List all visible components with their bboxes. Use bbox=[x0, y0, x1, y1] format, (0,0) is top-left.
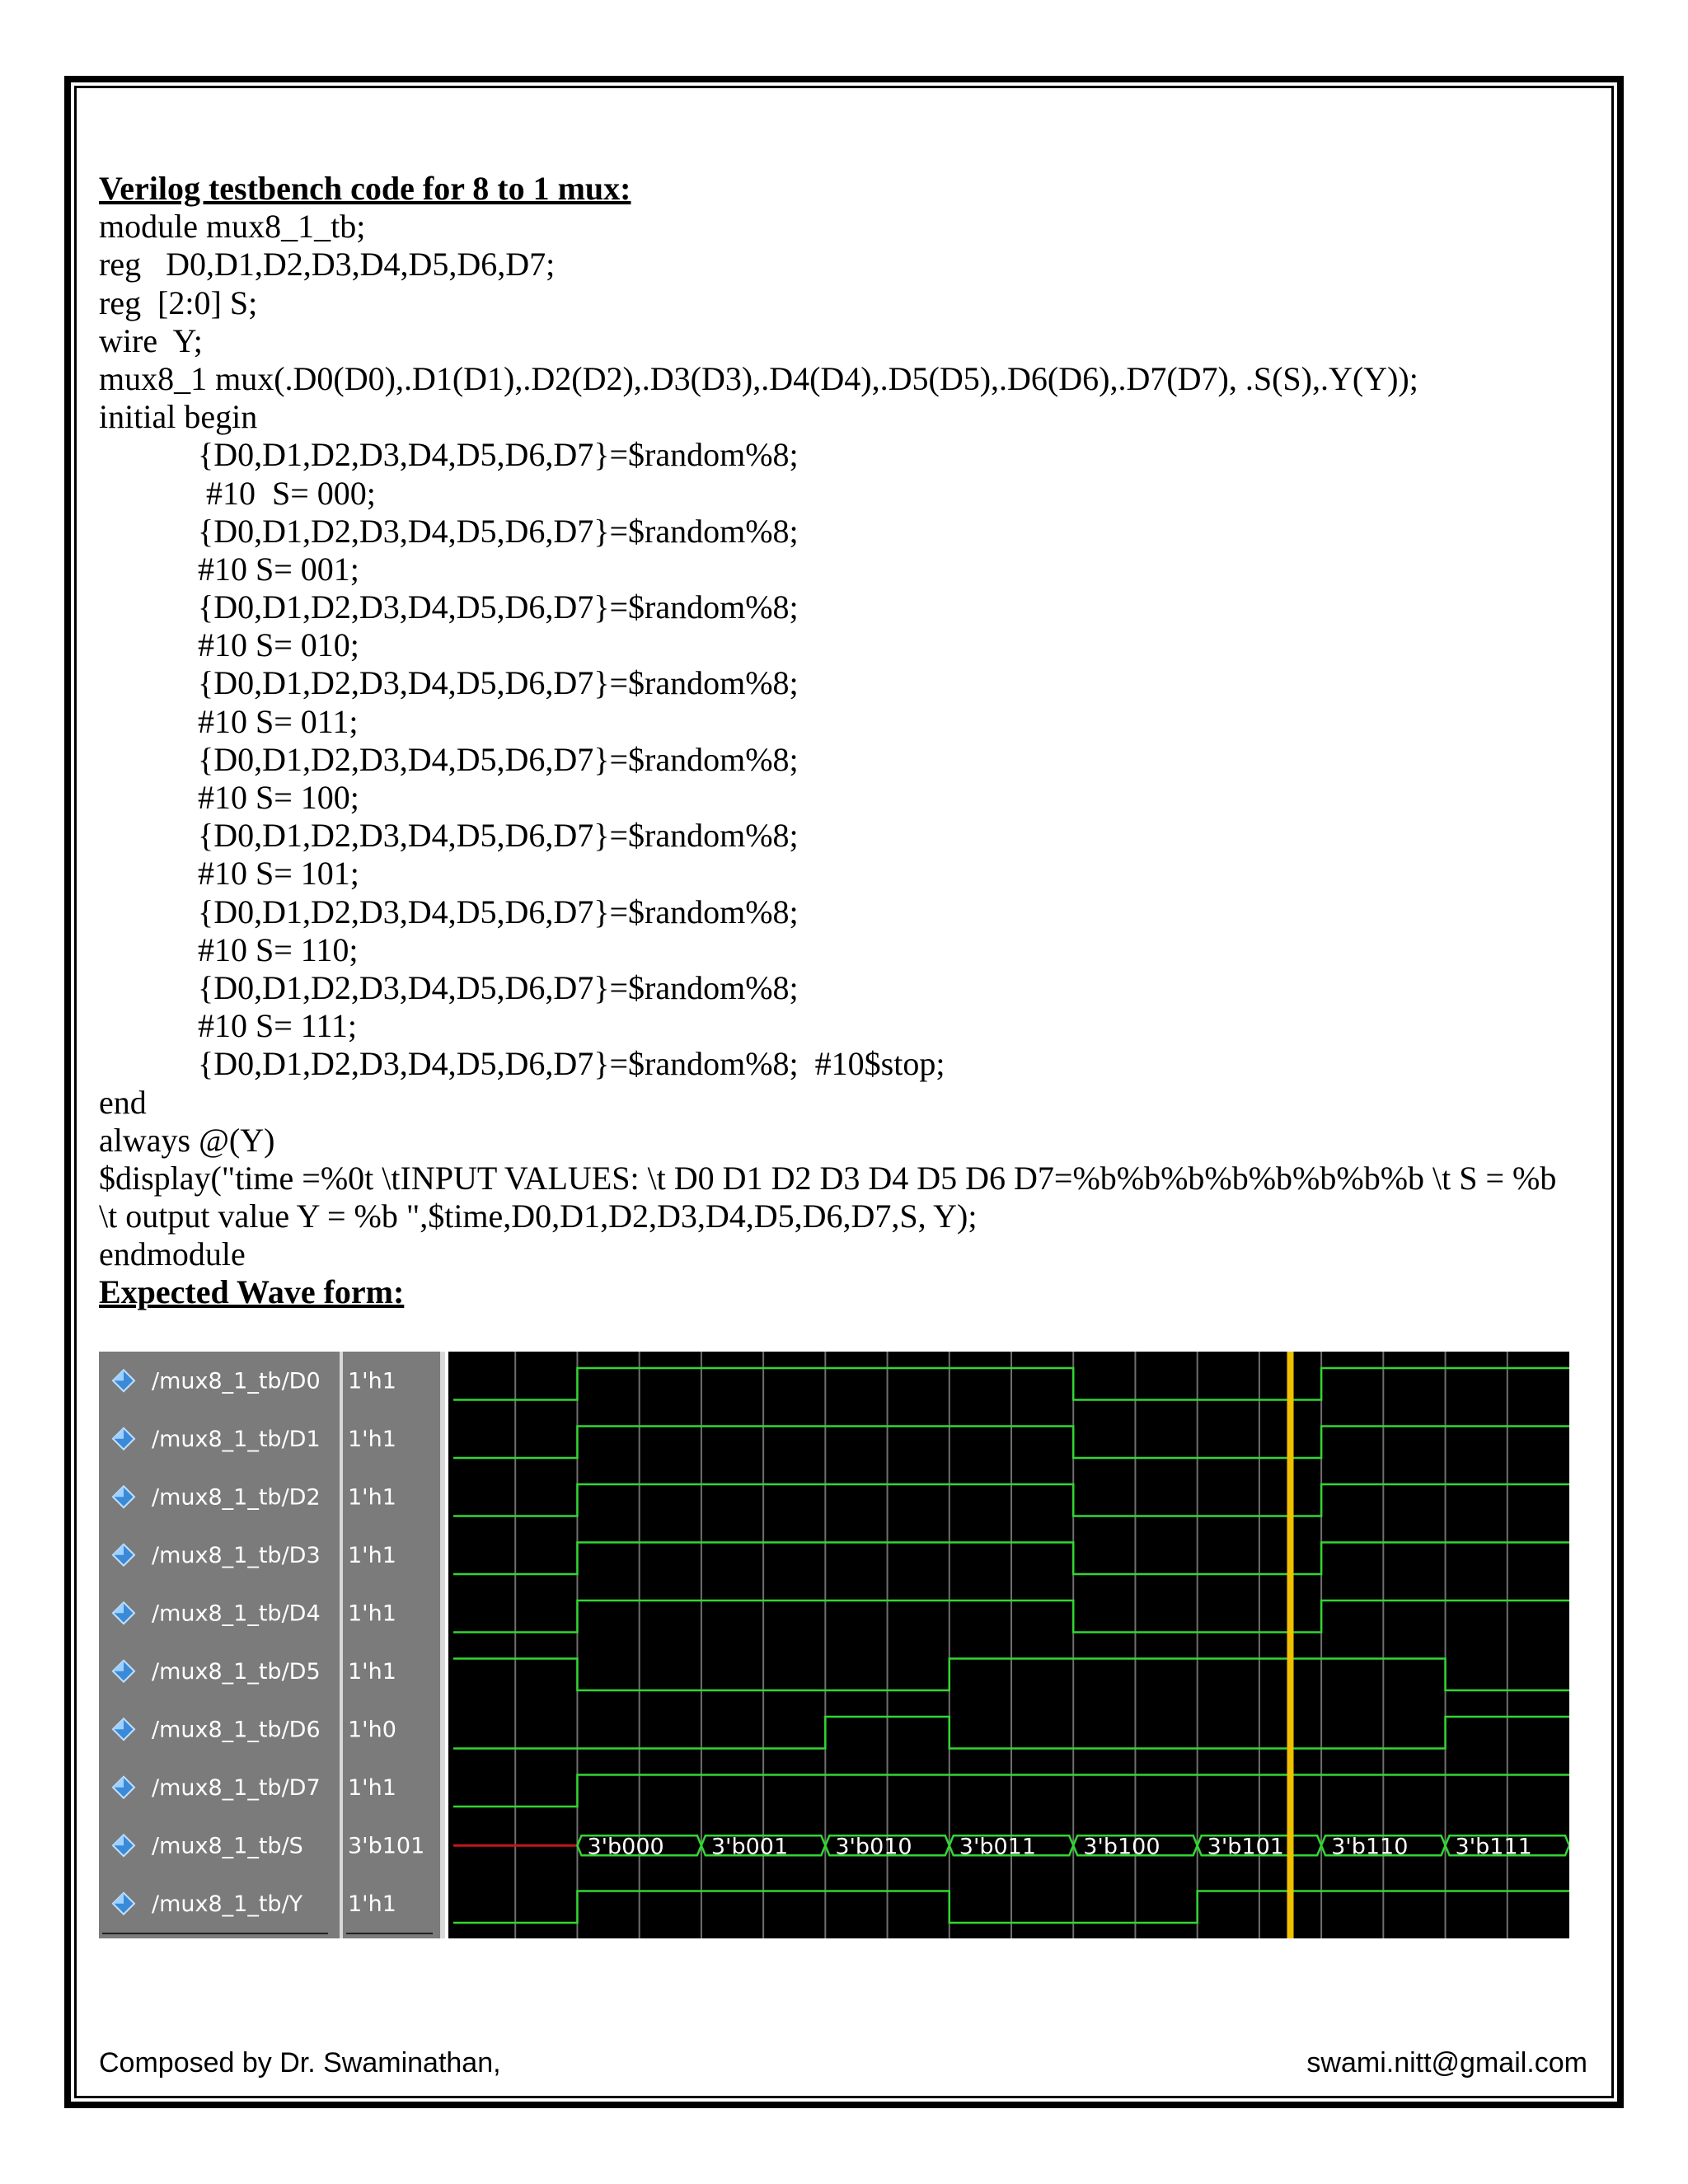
code-line: {D0,D1,D2,D3,D4,D5,D6,D7}=$random%8; #10$stop; bbox=[99, 1045, 945, 1083]
bus-segment-label: 3'b011 bbox=[959, 1834, 1037, 1860]
signal-value: 3'b101 bbox=[348, 1833, 425, 1859]
code-line: {D0,D1,D2,D3,D4,D5,D6,D7}=$random%8; bbox=[99, 968, 799, 1006]
signal-value: 1'h1 bbox=[348, 1601, 396, 1627]
bus-segment-label: 3'b001 bbox=[710, 1834, 789, 1860]
signal-name: /mux8_1_tb/D3 bbox=[152, 1542, 321, 1568]
signal-value: 1'h1 bbox=[348, 1774, 396, 1801]
signal-value: 1'h1 bbox=[348, 1368, 396, 1394]
code-line: #10 S= 111; bbox=[99, 1007, 357, 1045]
code-line: reg D0,D1,D2,D3,D4,D5,D6,D7; bbox=[99, 246, 556, 284]
signal-value: 1'h0 bbox=[348, 1717, 396, 1743]
code-line: {D0,D1,D2,D3,D4,D5,D6,D7}=$random%8; bbox=[99, 817, 799, 855]
code-line: {D0,D1,D2,D3,D4,D5,D6,D7}=$random%8; bbox=[99, 436, 799, 474]
signal-name: /mux8_1_tb/D4 bbox=[152, 1601, 321, 1627]
code-line: {D0,D1,D2,D3,D4,D5,D6,D7}=$random%8; bbox=[99, 893, 799, 930]
signal-name: /mux8_1_tb/Y bbox=[152, 1891, 303, 1917]
bus-segment-label: 3'b000 bbox=[587, 1834, 664, 1860]
signal-name: /mux8_1_tb/D6 bbox=[152, 1717, 321, 1743]
code-line: #10 S= 110; bbox=[99, 930, 359, 968]
bus-segment-label: 3'b110 bbox=[1331, 1834, 1409, 1860]
code-line: module mux8_1_tb; bbox=[99, 208, 366, 246]
document-body bbox=[99, 170, 1582, 1312]
signal-name: /mux8_1_tb/D5 bbox=[152, 1658, 321, 1685]
code-line: {D0,D1,D2,D3,D4,D5,D6,D7}=$random%8; bbox=[99, 512, 799, 550]
code-line: #10 S= 001; bbox=[99, 550, 359, 588]
code-line: #10 S= 101; bbox=[99, 855, 359, 893]
signal-name: /mux8_1_tb/D2 bbox=[152, 1484, 321, 1511]
code-line: mux8_1 mux(.D0(D0),.D1(D1),.D2(D2),.D3(D3),.D4(D4),.D5(D5),.D6(D6),.D7(D7), .S(S),.Y(Y)); bbox=[99, 359, 1418, 397]
signal-value: 1'h1 bbox=[348, 1891, 396, 1917]
code-line: {D0,D1,D2,D3,D4,D5,D6,D7}=$random%8; bbox=[99, 740, 799, 778]
footer-author: Composed by Dr. Swaminathan, bbox=[99, 2047, 501, 2079]
code-line: #10 S= 011; bbox=[99, 702, 359, 740]
section-title: Verilog testbench code for 8 to 1 mux: bbox=[99, 170, 631, 207]
code-line: {D0,D1,D2,D3,D4,D5,D6,D7}=$random%8; bbox=[99, 664, 799, 702]
code-line: initial begin bbox=[99, 398, 258, 436]
time-cursor bbox=[1287, 1352, 1294, 1938]
code-line: always @(Y) bbox=[99, 1121, 275, 1159]
signal-name: /mux8_1_tb/D7 bbox=[152, 1774, 321, 1801]
bus-segment-label: 3'b101 bbox=[1207, 1834, 1284, 1860]
bus-segment-label: 3'b111 bbox=[1455, 1834, 1532, 1860]
signal-value: 1'h1 bbox=[348, 1484, 396, 1511]
waveform-viewer bbox=[99, 1352, 1569, 1938]
signal-name: /mux8_1_tb/D1 bbox=[152, 1426, 321, 1452]
end-module-line: endmodule bbox=[99, 1235, 246, 1273]
waveform-svg bbox=[99, 1352, 1569, 1938]
footer-email: swami.nitt@gmail.com bbox=[1306, 2047, 1587, 2079]
bus-segment-label: 3'b100 bbox=[1083, 1834, 1160, 1860]
panel-divider bbox=[340, 1352, 343, 1938]
code-line: #10 S= 010; bbox=[99, 626, 359, 664]
display-statement: $display("time =%0t \tINPUT VALUES: \t D0 D1 D2 D3 D4 D5 D6 D7=%b%b%b%b%b%b%b%b \t S = %b \t output value Y = %b ",$time,D0,D1,D2,D3,D4,D5,D6,D7,S, Y); bbox=[99, 1159, 1557, 1235]
code-line: reg [2:0] S; bbox=[99, 284, 258, 321]
signal-name: /mux8_1_tb/D0 bbox=[152, 1368, 321, 1394]
signal-value: 1'h1 bbox=[348, 1542, 396, 1568]
bus-segment-label: 3'b010 bbox=[835, 1834, 912, 1860]
signal-value: 1'h1 bbox=[348, 1658, 396, 1685]
wave-heading: Expected Wave form: bbox=[99, 1273, 405, 1311]
code-line: wire Y; bbox=[99, 321, 203, 359]
panel-divider bbox=[440, 1352, 445, 1938]
footer bbox=[99, 2047, 1587, 2083]
code-line: end bbox=[99, 1083, 147, 1121]
code-line: #10 S= 100; bbox=[99, 779, 359, 816]
code-block bbox=[99, 208, 1582, 1160]
code-line: #10 S= 000; bbox=[99, 474, 376, 512]
signal-value: 1'h1 bbox=[348, 1426, 396, 1452]
code-line: {D0,D1,D2,D3,D4,D5,D6,D7}=$random%8; bbox=[99, 588, 799, 626]
signal-name: /mux8_1_tb/S bbox=[152, 1833, 303, 1859]
